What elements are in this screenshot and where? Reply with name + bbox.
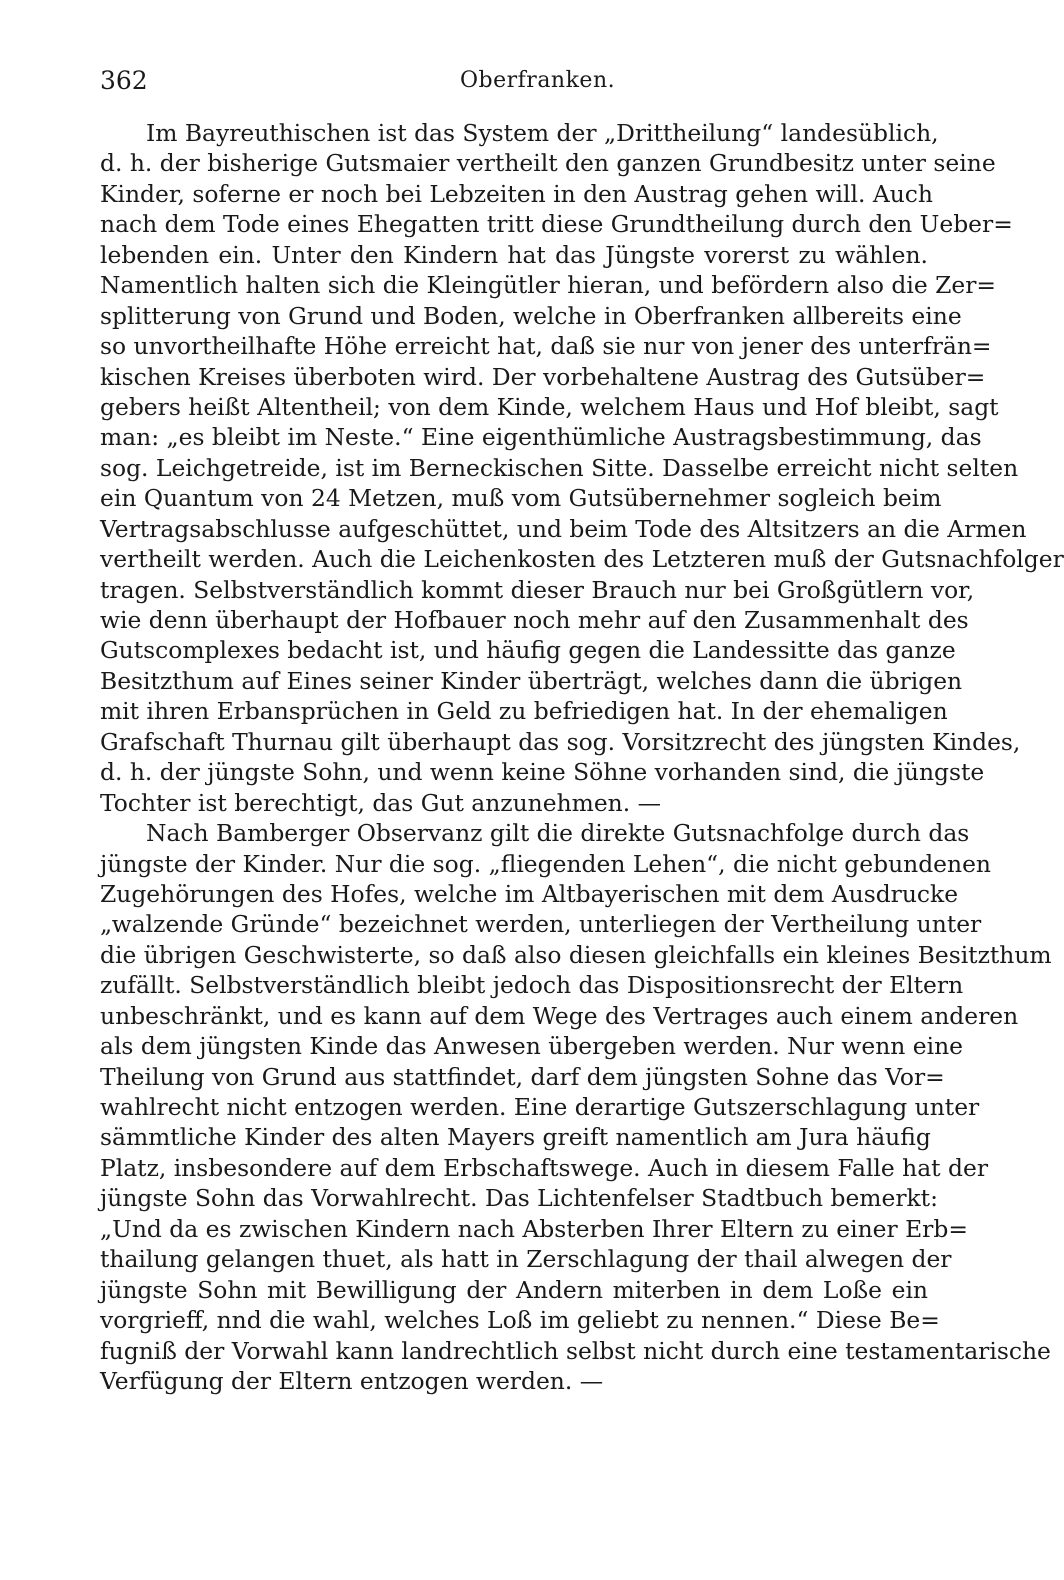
text-line: Besitzthum auf Eines seiner Kinder überträgt, welches dann die übrigen — [100, 666, 963, 695]
text-line: „walzende Gründe“ bezeichnet werden, unterliegen der Vertheilung unter — [100, 910, 982, 939]
paragraph — [100, 118, 1064, 818]
text-line: Tochter ist berechtigt, das Gut anzunehmen. — — [100, 788, 661, 817]
text-line: vertheilt werden. Auch die Leichenkosten des Letzteren muß der Gutsnachfolger — [100, 545, 1064, 574]
text-line: Platz, insbesondere auf dem Erbschaftswege. Auch in diesem Falle hat der — [100, 1153, 988, 1182]
text-line: ein Quantum von 24 Metzen, muß vom Gutsübernehmer sogleich beim — [100, 484, 942, 513]
page-body — [100, 118, 1064, 1396]
text-line: splitterung von Grund und Boden, welche in Oberfranken allbereits eine — [100, 301, 962, 330]
text-line: wie denn überhaupt der Hofbauer noch mehr auf den Zusammenhalt des — [100, 606, 969, 634]
text-line: Zugehörungen des Hofes, welche im Altbayerischen mit dem Ausdrucke — [100, 879, 959, 908]
text-line: Im Bayreuthischen ist das System der „Drittheilung“ landesüblich, — [146, 119, 939, 147]
text-line: man: „es bleibt im Neste.“ Eine eigenthümliche Austragsbestimmung, das — [100, 423, 982, 452]
text-line: jüngste Sohn mit Bewilligung der Andern miterben in dem Loße ein — [100, 1275, 928, 1304]
text-line: Nach Bamberger Observanz gilt die direkte Gutsnachfolge durch das — [146, 819, 970, 848]
text-line: mit ihren Erbansprüchen in Geld zu befriedigen hat. In der ehemaligen — [100, 697, 948, 726]
text-line: Kinder, soferne er noch bei Lebzeiten in den Austrag gehen will. Auch — [100, 179, 933, 208]
text-line: als dem jüngsten Kinde das Anwesen übergeben werden. Nur wenn eine — [100, 1032, 963, 1061]
text-line: die übrigen Geschwisterte, so daß also diesen gleichfalls ein kleines Besitzthum — [100, 940, 1052, 969]
text-line: d. h. der jüngste Sohn, und wenn keine Söhne vorhanden sind, die jüngste — [100, 758, 985, 787]
text-line: so unvortheilhafte Höhe erreicht hat, daß sie nur von jener des unterfrän= — [100, 332, 992, 361]
text-line: nach dem Tode eines Ehegatten tritt diese Grundtheilung durch den Ueber= — [100, 210, 1013, 239]
text-line: jüngste der Kinder. Nur die sog. „fliegenden Lehen“, die nicht gebundenen — [100, 849, 991, 878]
text-line: lebenden ein. Unter den Kindern hat das Jüngste vorerst zu wählen. — [100, 240, 928, 269]
text-line: Grafschaft Thurnau gilt überhaupt das sog. Vorsitzrecht des jüngsten Kindes, — [100, 727, 1021, 756]
text-line: Verfügung der Eltern entzogen werden. — — [100, 1366, 604, 1395]
text-line: zufällt. Selbstverständlich bleibt jedoch das Dispositionsrecht der Eltern — [100, 971, 964, 1000]
text-line: Namentlich halten sich die Kleingütler hieran, und befördern also die Zer= — [100, 271, 997, 300]
text-line: thailung gelangen thuet, als hatt in Zerschlagung der thail alwegen der — [100, 1245, 952, 1274]
text-line: jüngste Sohn das Vorwahlrecht. Das Lichtenfelser Stadtbuch bemerkt: — [100, 1184, 938, 1213]
text-line: Vertragsabschlusse aufgeschüttet, und beim Tode des Altsitzers an die Armen — [100, 514, 1027, 543]
page-header — [100, 66, 928, 100]
text-line: Gutscomplexes bedacht ist, und häufig gegen die Landessitte das ganze — [100, 636, 956, 665]
text-line: tragen. Selbstverständlich kommt dieser Brauch nur bei Großgütlern vor, — [100, 575, 975, 604]
page-number: 362 — [100, 66, 148, 95]
text-line: sog. Leichgetreide, ist im Berneckischen Sitte. Dasselbe erreicht nicht selten — [100, 453, 1019, 482]
text-line: sämmtliche Kinder des alten Mayers greift namentlich am Jura häufig — [100, 1123, 931, 1152]
paragraph — [100, 818, 1052, 1396]
text-line: „Und da es zwischen Kindern nach Absterben Ihrer Eltern zu einer Erb= — [100, 1214, 968, 1243]
text-line: vorgrieff, nnd die wahl, welches Loß im geliebt zu nennen.“ Diese Be= — [100, 1306, 940, 1335]
text-line: d. h. der bisherige Gutsmaier vertheilt den ganzen Grundbesitz unter seine — [100, 149, 996, 178]
running-head: Oberfranken. — [460, 68, 616, 93]
text-line: kischen Kreises überboten wird. Der vorbehaltene Austrag des Gutsüber= — [100, 362, 986, 391]
text-line: unbeschränkt, und es kann auf dem Wege des Vertrages auch einem anderen — [100, 1001, 1019, 1030]
text-line: fugniß der Vorwahl kann landrechtlich selbst nicht durch eine testamentarische — [100, 1336, 1051, 1365]
text-line: Theilung von Grund aus stattfindet, darf dem jüngsten Sohne das Vor= — [100, 1062, 945, 1091]
text-line: gebers heißt Altentheil; von dem Kinde, welchem Haus und Hof bleibt, sagt — [100, 392, 999, 421]
text-line: wahlrecht nicht entzogen werden. Eine derartige Gutszerschlagung unter — [100, 1093, 980, 1121]
